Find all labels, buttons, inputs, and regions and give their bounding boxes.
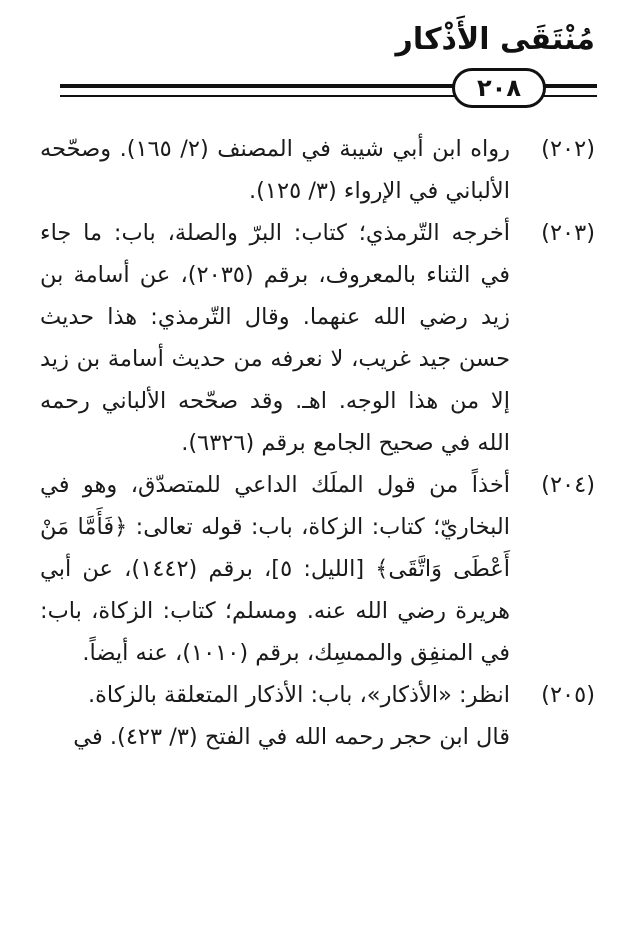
footnote-number: (٢٠٢) (541, 136, 595, 162)
footnote-205 (40, 674, 595, 716)
footnote-text: أخذاً من قول الملَك الداعي للمتصدّق، وهو في البخاريّ؛ كتاب: الزكاة، باب: قوله تعالى: ﴿فَأَمَّا مَنْ أَعْطَى وَاتَّقَى﴾ [الليل: ٥]، برقم (١٤٤٢)، عن أبي هريرة رضي الله عنه. ومسلم؛ كتاب: الزكاة، باب: في المنفِق والممسِك، برقم (١٠١٠)، عنه أيضاً. (40, 472, 510, 666)
footnote-203 (40, 212, 595, 464)
footnote-text: أخرجه التّرمذي؛ كتاب: البرّ والصلة، باب: ما جاء في الثناء بالمعروف، برقم (٢٠٣٥)، عن أسامة بن زيد رضي الله عنهما. وقال التّرمذي: هذا حديث حسن جيد غريب، لا نعرفه من حديث أسامة بن زيد إلا من هذا الوجه. اهـ. وقد صحّحه الألباني رحمه الله في صحيح الجامع برقم (٦٣٢٦). (40, 220, 511, 456)
page-number: ٢٠٨ (477, 74, 521, 102)
footnote-continuation: قال ابن حجر رحمه الله في الفتح (٣/ ٤٢٣). في (73, 724, 510, 750)
footnote-202 (40, 128, 595, 212)
footnote-number: (٢٠٤) (541, 472, 595, 498)
footnotes-list (40, 128, 595, 758)
footnote-204 (40, 464, 595, 674)
footnote-text: انظر: «الأذكار»، باب: الأذكار المتعلقة بالزكاة. (87, 682, 510, 708)
footnote-number: (٢٠٥) (541, 682, 595, 708)
running-title: مُنْتَقَى الأَذْكار (395, 22, 595, 57)
page-number-badge (452, 68, 546, 108)
footnote-text: رواه ابن أبي شيبة في المصنف (٢/ ١٦٥). وصحّحه الألباني في الإرواء (٣/ ١٢٥). (40, 136, 510, 204)
footnote-number: (٢٠٣) (541, 220, 595, 246)
